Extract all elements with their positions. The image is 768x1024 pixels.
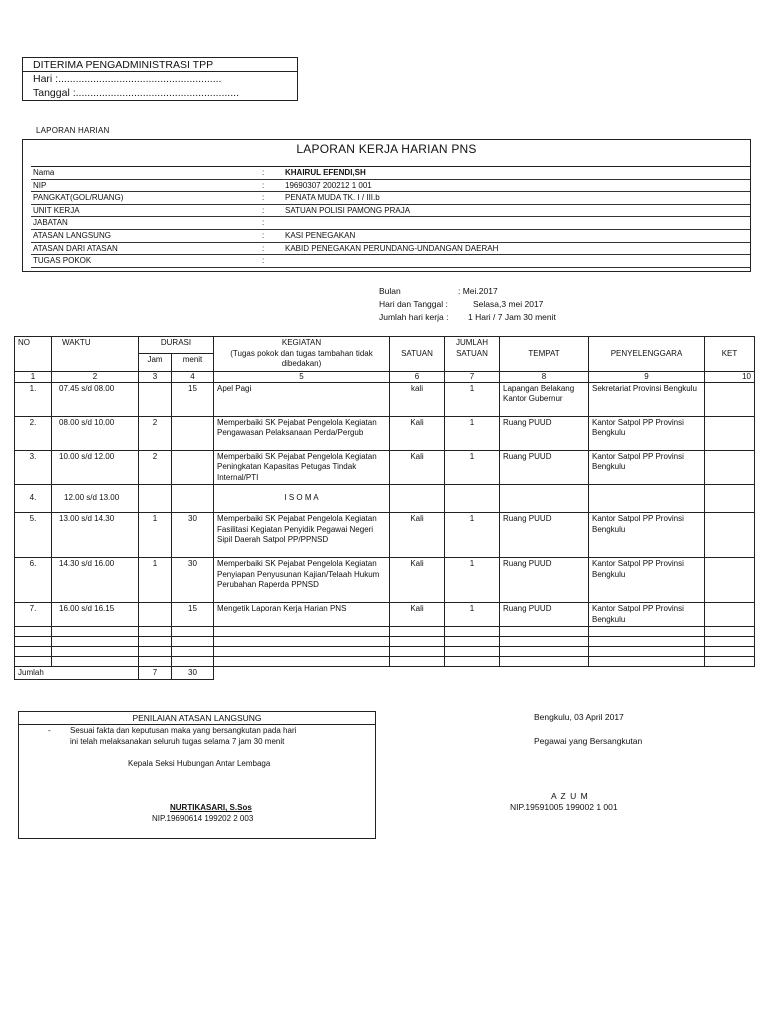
- hari-label: Hari dan Tanggal :: [379, 299, 448, 309]
- identity-label: ATASAN DARI ATASAN: [33, 243, 118, 253]
- cell-ket: [705, 558, 755, 603]
- signature-nip: NIP.19591005 199002 1 001: [510, 802, 618, 812]
- cell-waktu: 12.00 s/d 13.00: [52, 485, 139, 513]
- table-header-row: [15, 337, 755, 354]
- cell-kegiatan: Mengetik Laporan Kerja Harian PNS: [214, 603, 390, 627]
- assessment-line-2: ini telah melaksanakan seluruh tugas selama 7 jam 30 menit: [70, 737, 285, 746]
- column-number: 4: [172, 371, 214, 382]
- cell-tempat: Lapangan Belakang Kantor Gubernur: [500, 382, 589, 416]
- identity-value: KABID PENEGAKAN PERUNDANG-UNDANGAN DAERAH: [285, 243, 499, 253]
- signature-name: A Z U M: [551, 791, 589, 801]
- cell-ket: [705, 416, 755, 450]
- assessor-position: Kepala Seksi Hubungan Antar Lembaga: [128, 759, 271, 768]
- cell-menit: [172, 485, 214, 513]
- totals-label: Jumlah: [15, 667, 139, 680]
- cell-jumlah: 1: [445, 558, 500, 603]
- column-number: 1: [15, 371, 52, 382]
- cell-jumlah: 1: [445, 513, 500, 558]
- table-row: [15, 382, 755, 416]
- cell-penyelenggara: [589, 485, 705, 513]
- cell-jam: [139, 382, 172, 416]
- cell-tempat: Ruang PUUD: [500, 603, 589, 627]
- header-tempat: TEMPAT: [500, 337, 589, 372]
- identity-row: PANGKAT(GOL/RUANG) : PENATA MUDA TK. I / III.b: [31, 192, 750, 205]
- cell-ket: [705, 603, 755, 627]
- table-row: [15, 416, 755, 450]
- identity-value: PENATA MUDA TK. I / III.b: [285, 193, 380, 203]
- cell-menit: [172, 416, 214, 450]
- assessment-dash: -: [48, 726, 51, 735]
- cell-penyelenggara: Kantor Satpol PP Provinsi Bengkulu: [589, 513, 705, 558]
- identity-value: 19690307 200212 1 001: [285, 180, 372, 190]
- cell-jumlah: [445, 485, 500, 513]
- totals-menit: 30: [172, 667, 214, 680]
- identity-label: Nama: [33, 168, 55, 177]
- cell-no: 5.: [15, 513, 52, 558]
- column-number: 3: [139, 371, 172, 382]
- column-number: 8: [500, 371, 589, 382]
- column-number: 6: [390, 371, 445, 382]
- cell-jam: 1: [139, 513, 172, 558]
- identity-row: Nama : KHAIRUL EFENDI,SH: [31, 167, 750, 180]
- assessor-nip: NIP.19690614 199202 2 003: [152, 814, 254, 823]
- cell-jam: [139, 485, 172, 513]
- signature-place-date: Bengkulu, 03 April 2017: [534, 712, 624, 722]
- header-jam: Jam: [139, 354, 172, 371]
- cell-satuan: Kali: [390, 450, 445, 485]
- receipt-hari: Hari :........................................................: [33, 73, 222, 85]
- column-number: 9: [589, 371, 705, 382]
- cell-waktu: 16.00 s/d 16.15: [52, 603, 139, 627]
- cell-menit: 15: [172, 382, 214, 416]
- hari-value: Selasa,3 mei 2017: [473, 299, 544, 309]
- header-no: NO: [15, 337, 52, 372]
- receipt-title: DITERIMA PENGADMINISTRASI TPP: [23, 58, 297, 72]
- cell-satuan: Kali: [390, 416, 445, 450]
- cell-waktu: 14.30 s/d 16.00: [52, 558, 139, 603]
- cell-tempat: Ruang PUUD: [500, 513, 589, 558]
- header-kegiatan-title: KEGIATAN: [281, 338, 322, 347]
- cell-penyelenggara: Kantor Satpol PP Provinsi Bengkulu: [589, 603, 705, 627]
- identity-row: JABATAN :: [31, 217, 750, 230]
- cell-ket: [705, 382, 755, 416]
- assessment-title: PENILAIAN ATASAN LANGSUNG: [19, 712, 375, 725]
- identity-box: [22, 139, 751, 272]
- cell-jam: 2: [139, 450, 172, 485]
- header-penyelenggara: PENYELENGGARA: [589, 337, 705, 372]
- identity-label: PANGKAT(GOL/RUANG): [33, 193, 124, 203]
- assessor-name: NURTIKASARI, S.Sos: [170, 803, 252, 812]
- cell-jumlah: 1: [445, 450, 500, 485]
- cell-kegiatan: Memperbaiki SK Pejabat Pengelola Kegiatan Peningkatan Kapasitas Petugas Tindak Internal/PTI: [214, 450, 390, 485]
- header-satuan: SATUAN: [390, 337, 445, 372]
- jumlah-hari-label: Jumlah hari kerja :: [379, 312, 449, 322]
- cell-tempat: [500, 485, 589, 513]
- identity-row: ATASAN DARI ATASAN : KABID PENEGAKAN PERUNDANG-UNDANGAN DAERAH: [31, 243, 750, 256]
- identity-value: KHAIRUL EFENDI,SH: [285, 168, 366, 177]
- header-waktu: WAKTU: [52, 337, 139, 372]
- assessment-line-1: Sesuai fakta dan keputusan maka yang bersangkutan pada hari: [70, 726, 297, 735]
- table-row-empty: [15, 627, 755, 637]
- cell-ket: [705, 485, 755, 513]
- cell-penyelenggara: Sekretariat Provinsi Bengkulu: [589, 382, 705, 416]
- cell-menit: 30: [172, 558, 214, 603]
- cell-kegiatan: Memperbaiki SK Pejabat Pengelola Kegiatan Penyiapan Penyusunan Kajian/Telaah Hukum Perubahan Raperda PPNSD: [214, 558, 390, 603]
- cell-no: 4.: [15, 485, 52, 513]
- cell-waktu: 08.00 s/d 10.00: [52, 416, 139, 450]
- jumlah-hari-value: 1 Hari / 7 Jam 30 menit: [468, 312, 556, 322]
- column-number: 2: [52, 371, 139, 382]
- cell-jam: [139, 603, 172, 627]
- identity-row: ATASAN LANGSUNG : KASI PENEGAKAN: [31, 230, 750, 243]
- cell-kegiatan: I S O M A: [214, 485, 390, 513]
- header-jumlah-satuan: JUMLAH SATUAN: [445, 337, 500, 372]
- cell-satuan: Kali: [390, 513, 445, 558]
- cell-tempat: Ruang PUUD: [500, 558, 589, 603]
- signature-role: Pegawai yang Bersangkutan: [534, 736, 643, 746]
- cell-satuan: [390, 485, 445, 513]
- identity-label: ATASAN LANGSUNG: [33, 230, 111, 240]
- bulan-label: Bulan: [379, 286, 401, 296]
- totals-jam: 7: [139, 667, 172, 680]
- cell-no: 3.: [15, 450, 52, 485]
- cell-kegiatan: Memperbaiki SK Pejabat Pengelola Kegiatan Fasilitasi Kegiatan Penyidik Pegawai Negeri Sipil Daerah Satpol PP/PPNSD: [214, 513, 390, 558]
- cell-waktu: 07.45 s/d 08.00: [52, 382, 139, 416]
- column-number-row: [15, 371, 755, 382]
- cell-jam: 1: [139, 558, 172, 603]
- identity-list: [31, 166, 750, 268]
- activity-table: [14, 336, 755, 680]
- table-row: [15, 450, 755, 485]
- cell-waktu: 10.00 s/d 12.00: [52, 450, 139, 485]
- header-menit: menit: [172, 354, 214, 371]
- cell-kegiatan: Memperbaiki SK Pejabat Pengelola Kegiatan Pengawasan Pelaksanaan Perda/Pergub: [214, 416, 390, 450]
- cell-no: 2.: [15, 416, 52, 450]
- table-row-empty: [15, 657, 755, 667]
- identity-label: UNIT KERJA: [33, 205, 80, 215]
- report-title: LAPORAN KERJA HARIAN PNS: [296, 142, 477, 156]
- cell-no: 6.: [15, 558, 52, 603]
- bulan-value: : Mei.2017: [458, 286, 498, 296]
- identity-row: UNIT KERJA : SATUAN POLISI PAMONG PRAJA: [31, 205, 750, 218]
- cell-tempat: Ruang PUUD: [500, 416, 589, 450]
- cell-satuan: kali: [390, 382, 445, 416]
- cell-penyelenggara: Kantor Satpol PP Provinsi Bengkulu: [589, 416, 705, 450]
- header-durasi: DURASI: [139, 337, 214, 354]
- cell-jumlah: 1: [445, 603, 500, 627]
- column-number: 7: [445, 371, 500, 382]
- cell-ket: [705, 450, 755, 485]
- cell-no: 7.: [15, 603, 52, 627]
- cell-jumlah: 1: [445, 416, 500, 450]
- identity-label: NIP: [33, 180, 47, 190]
- receipt-tanggal: Tanggal :........................................................: [33, 87, 239, 99]
- cell-no: 1.: [15, 382, 52, 416]
- cell-waktu: 13.00 s/d 14.30: [52, 513, 139, 558]
- identity-value: KASI PENEGAKAN: [285, 230, 356, 240]
- cell-penyelenggara: Kantor Satpol PP Provinsi Bengkulu: [589, 558, 705, 603]
- identity-label: JABATAN: [33, 218, 68, 228]
- table-row: [15, 603, 755, 627]
- report-label: LAPORAN HARIAN: [36, 126, 110, 135]
- cell-jumlah: 1: [445, 382, 500, 416]
- cell-penyelenggara: Kantor Satpol PP Provinsi Bengkulu: [589, 450, 705, 485]
- header-kegiatan-sub: (Tugas pokok dan tugas tambahan tidak dibedakan): [230, 348, 373, 368]
- cell-kegiatan: Apel Pagi: [214, 382, 390, 416]
- identity-label: TUGAS POKOK: [33, 256, 92, 266]
- table-row: [15, 485, 755, 513]
- cell-menit: 30: [172, 513, 214, 558]
- column-number: 5: [214, 371, 390, 382]
- cell-menit: 15: [172, 603, 214, 627]
- header-kegiatan: [214, 337, 390, 372]
- table-row: [15, 558, 755, 603]
- cell-satuan: Kali: [390, 558, 445, 603]
- header-ket: KET: [705, 337, 755, 372]
- cell-menit: [172, 450, 214, 485]
- identity-row: TUGAS POKOK :: [31, 255, 750, 268]
- cell-ket: [705, 513, 755, 558]
- receipt-box: [22, 57, 298, 101]
- cell-tempat: Ruang PUUD: [500, 450, 589, 485]
- cell-jam: 2: [139, 416, 172, 450]
- identity-row: NIP : 19690307 200212 1 001: [31, 180, 750, 193]
- table-row: [15, 513, 755, 558]
- totals-row: [15, 667, 755, 680]
- table-row-empty: [15, 637, 755, 647]
- cell-satuan: Kali: [390, 603, 445, 627]
- table-row-empty: [15, 647, 755, 657]
- column-number: 10: [705, 371, 755, 382]
- identity-value: SATUAN POLISI PAMONG PRAJA: [285, 205, 411, 215]
